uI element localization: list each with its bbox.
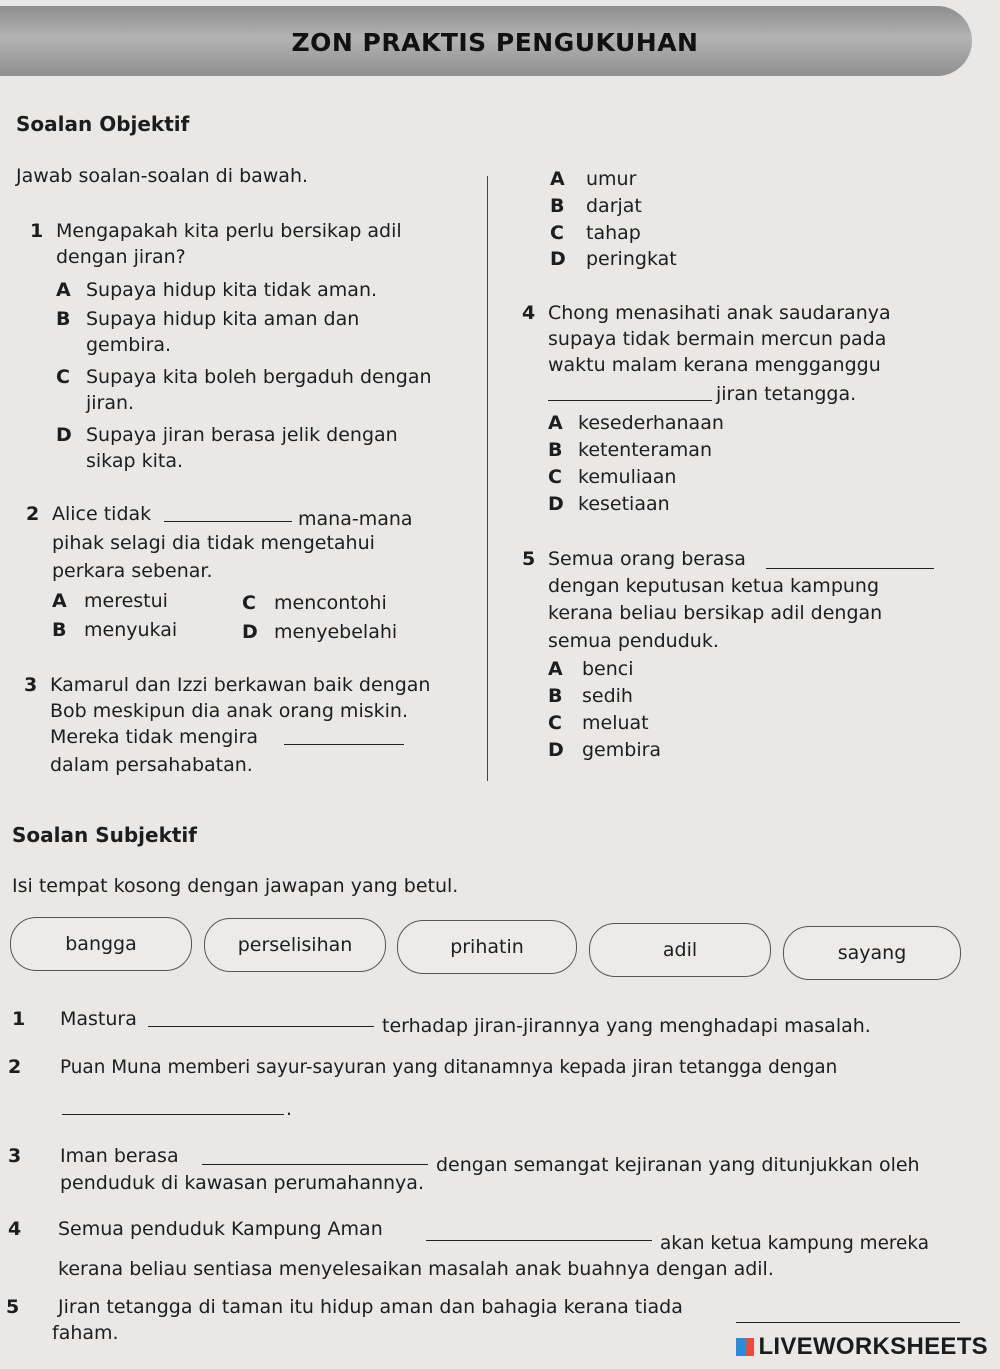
q1-line1: Mengapakah kita perlu bersikap adil xyxy=(56,220,402,242)
q4-line1: Chong menasihati anak saudaranya xyxy=(548,302,891,324)
q4-line2: supaya tidak bermain mercun pada xyxy=(548,328,887,350)
word-label: prihatin xyxy=(450,936,524,958)
s3-text-a: Iman berasa xyxy=(60,1145,179,1167)
q3-option-d[interactable]: peringkat xyxy=(586,248,677,270)
q1-option-d-letter: D xyxy=(56,424,72,446)
word-box-perselisihan[interactable] xyxy=(204,918,386,972)
q2-line1b: mana-mana xyxy=(298,508,413,530)
q2-blank[interactable] xyxy=(164,505,292,526)
q4-option-c-letter: C xyxy=(548,466,562,488)
q1-option-c-line2: jiran. xyxy=(86,392,135,414)
q4-option-d-letter: D xyxy=(548,493,564,515)
q4-option-a[interactable]: kesederhanaan xyxy=(578,412,724,434)
s5-text-a: Jiran tetangga di taman itu hidup aman dan bahagia kerana tiada xyxy=(58,1296,683,1318)
q3-blank[interactable] xyxy=(284,728,404,749)
q5-option-c-letter: C xyxy=(548,712,562,734)
q3-option-c-letter: C xyxy=(550,222,564,244)
page-title: ZON PRAKTIS PENGUKUHAN xyxy=(291,28,699,57)
liveworksheets-text: LIVEWORKSHEETS xyxy=(758,1333,988,1360)
q1-option-a[interactable]: Supaya hidup kita tidak aman. xyxy=(86,279,378,301)
word-label: perselisihan xyxy=(237,934,353,956)
objektif-instruction: Jawab soalan-soalan di bawah. xyxy=(16,165,309,187)
s1-number: 1 xyxy=(12,1008,26,1030)
q4-option-d[interactable]: kesetiaan xyxy=(578,493,670,515)
liveworksheets-mark-icon xyxy=(736,1338,754,1356)
word-label: sayang xyxy=(837,942,907,964)
q4-option-a-letter: A xyxy=(548,412,563,434)
word-label: bangga xyxy=(65,933,137,955)
s4-number: 4 xyxy=(8,1218,22,1240)
q3-number: 3 xyxy=(24,674,38,696)
q1-option-b-line2: gembira. xyxy=(86,334,172,356)
q5-option-b[interactable]: sedih xyxy=(582,685,633,707)
q5-option-d-letter: D xyxy=(548,739,564,761)
word-box-bangga[interactable] xyxy=(10,917,192,971)
column-divider xyxy=(487,176,488,781)
q3-option-c[interactable]: tahap xyxy=(586,222,641,244)
s4-text-a: Semua penduduk Kampung Aman xyxy=(58,1218,383,1240)
s3-text-b: dengan semangat kejiranan yang ditunjukkan oleh xyxy=(436,1154,920,1176)
word-label: adil xyxy=(662,939,698,961)
q4-option-b[interactable]: ketenteraman xyxy=(578,439,712,461)
q4-number: 4 xyxy=(522,302,536,324)
q3-line1: Kamarul dan Izzi berkawan baik dengan xyxy=(50,674,431,696)
q5-option-c[interactable]: meluat xyxy=(582,712,649,734)
q2-option-c[interactable]: mencontohi xyxy=(274,592,387,614)
q2-option-c-letter: C xyxy=(242,592,256,614)
q5-line3: kerana beliau bersikap adil dengan xyxy=(548,602,883,624)
word-box-adil[interactable] xyxy=(589,923,771,977)
s4-text-c: kerana beliau sentiasa menyelesaikan masalah anak buahnya dengan adil. xyxy=(58,1258,774,1280)
q5-line4: semua penduduk. xyxy=(548,630,719,652)
s3-blank[interactable] xyxy=(202,1148,428,1169)
q2-number: 2 xyxy=(26,503,40,525)
q2-option-d-letter: D xyxy=(242,621,258,643)
q4-line3: waktu malam kerana mengganggu xyxy=(548,354,881,376)
q5-blank[interactable] xyxy=(766,552,934,573)
objektif-heading: Soalan Objektif xyxy=(16,112,190,136)
q4-blank[interactable] xyxy=(548,384,712,405)
q1-option-c-letter: C xyxy=(56,366,70,388)
q2-option-a-letter: A xyxy=(52,590,67,612)
q5-option-a-letter: A xyxy=(548,658,563,680)
s3-number: 3 xyxy=(8,1145,22,1167)
q3-option-b-letter: B xyxy=(550,195,565,217)
q3-option-a-letter: A xyxy=(550,168,565,190)
q3-option-d-letter: D xyxy=(550,248,566,270)
q2-option-d[interactable]: menyebelahi xyxy=(274,621,398,643)
q3-option-a[interactable]: umur xyxy=(586,168,637,190)
word-box-prihatin[interactable] xyxy=(397,920,577,974)
q1-option-b[interactable]: Supaya hidup kita aman dan xyxy=(86,308,360,330)
s5-text-b: faham. xyxy=(52,1322,119,1344)
q4-option-b-letter: B xyxy=(548,439,563,461)
s1-text-a: Mastura xyxy=(60,1008,137,1030)
s2-blank[interactable] xyxy=(62,1098,284,1119)
subjektif-instruction: Isi tempat kosong dengan jawapan yang betul. xyxy=(12,875,459,897)
q4-option-c[interactable]: kemuliaan xyxy=(578,466,677,488)
liveworksheets-logo[interactable] xyxy=(736,1333,988,1361)
subjektif-heading: Soalan Subjektif xyxy=(12,823,197,847)
q1-option-b-letter: B xyxy=(56,308,71,330)
q5-number: 5 xyxy=(522,548,536,570)
word-box-sayang[interactable] xyxy=(783,926,961,980)
q2-option-a[interactable]: merestui xyxy=(84,590,168,612)
q5-option-a[interactable]: benci xyxy=(582,658,634,680)
q3-line2: Bob meskipun dia anak orang miskin. xyxy=(50,700,408,722)
q2-line3: perkara sebenar. xyxy=(52,560,213,582)
q2-line1a: Alice tidak xyxy=(52,503,152,525)
q3-line4: dalam persahabatan. xyxy=(50,754,253,776)
s1-blank[interactable] xyxy=(148,1010,374,1031)
q5-line1: Semua orang berasa xyxy=(548,548,746,570)
s1-text-b: terhadap jiran-jirannya yang menghadapi masalah. xyxy=(382,1015,871,1037)
q1-option-c[interactable]: Supaya kita boleh bergaduh dengan xyxy=(86,366,432,388)
q2-option-b[interactable]: menyukai xyxy=(84,619,178,641)
q1-number: 1 xyxy=(30,220,44,242)
q3-option-b[interactable]: darjat xyxy=(586,195,642,217)
q1-line2: dengan jiran? xyxy=(56,246,186,268)
s4-blank[interactable] xyxy=(426,1224,652,1245)
q5-line2: dengan keputusan ketua kampung xyxy=(548,575,880,597)
s5-blank[interactable] xyxy=(736,1306,960,1327)
s2-number: 2 xyxy=(8,1056,22,1078)
q3-line3: Mereka tidak mengira xyxy=(50,726,259,748)
q1-option-d[interactable]: Supaya jiran berasa jelik dengan xyxy=(86,424,398,446)
s2-text-a: Puan Muna memberi sayur-sayuran yang ditanamnya kepada jiran tetangga dengan xyxy=(60,1057,838,1078)
q5-option-b-letter: B xyxy=(548,685,563,707)
q4-line4: jiran tetangga. xyxy=(716,383,857,405)
s4-text-b: akan ketua kampung mereka xyxy=(660,1233,929,1254)
q2-line2: pihak selagi dia tidak mengetahui xyxy=(52,532,375,554)
q1-option-d-line2: sikap kita. xyxy=(86,450,184,472)
s5-number: 5 xyxy=(6,1296,20,1318)
s3-text-c: penduduk di kawasan perumahannya. xyxy=(60,1172,424,1194)
q5-option-d[interactable]: gembira xyxy=(582,739,662,761)
s2-text-b: . xyxy=(286,1098,293,1120)
q2-option-b-letter: B xyxy=(52,619,67,641)
q1-option-a-letter: A xyxy=(56,279,71,301)
